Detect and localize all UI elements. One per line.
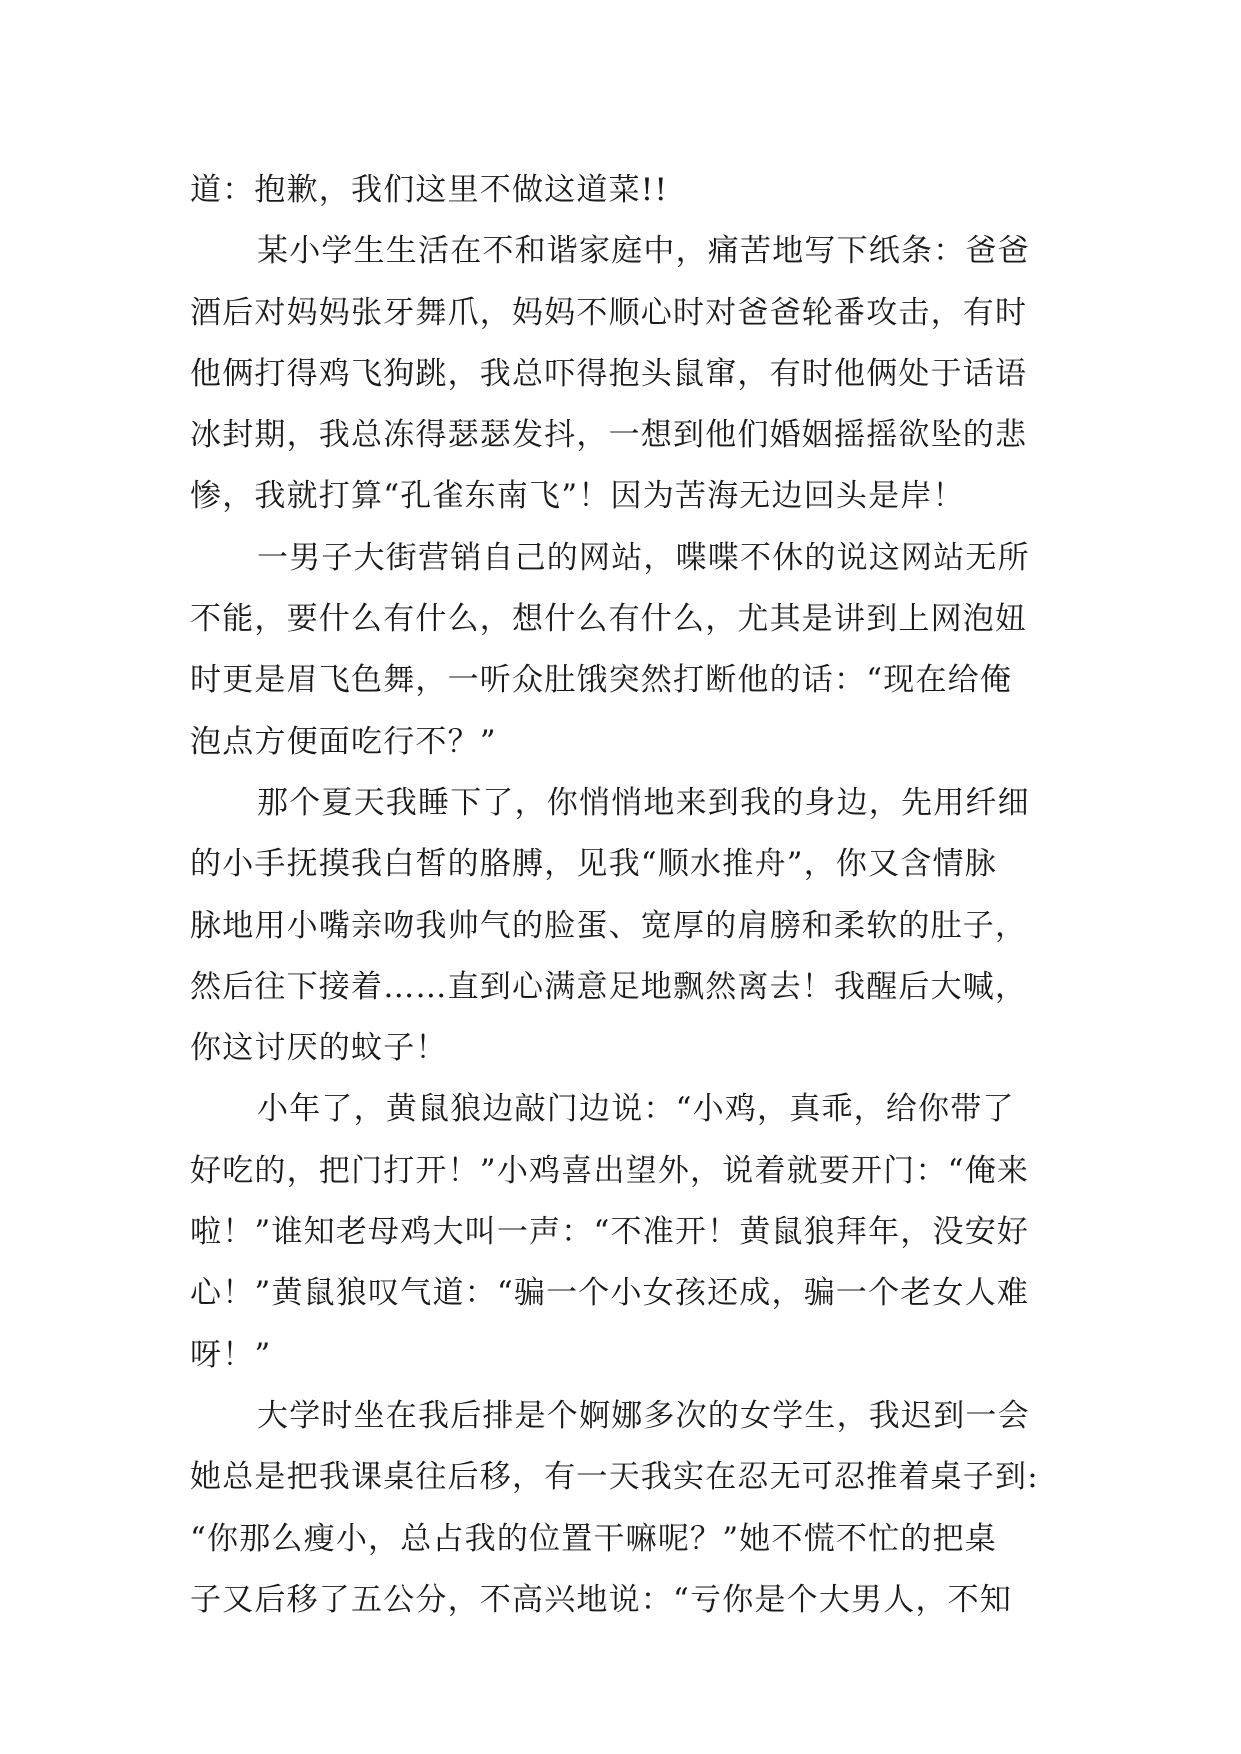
text-line: 冰封期，我总冻得瑟瑟发抖，一想到他们婚姻摇摇欲坠的悲 <box>190 417 1028 454</box>
text-line: 的小手抚摸我白皙的胳膊，见我“顺水推舟”，你又含情脉 <box>190 846 997 883</box>
text-line: 你这讨厌的蚊子！ <box>190 1030 448 1067</box>
text-line: 他俩打得鸡飞狗跳，我总吓得抱头鼠窜，有时他俩处于话语 <box>190 355 1028 392</box>
text-line: 泡点方便面吃行不？” <box>190 723 497 760</box>
text-line: 道：抱歉，我们这里不做这道菜!! <box>190 172 669 208</box>
body-text <box>190 160 1060 1631</box>
text-line: “你那么瘦小，总占我的位置干嘛呢？”她不慌不忙的把桌 <box>190 1520 997 1557</box>
text-line: 然后往下接着……直到心满意足地飘然离去！我醒后大喊， <box>190 968 1028 1005</box>
text-line: 时更是眉飞色舞，一听众肚饿突然打断他的话：“现在给俺 <box>190 662 1013 699</box>
text-line: 酒后对妈妈张牙舞爪，妈妈不顺心时对爸爸轮番攻击，有时 <box>190 294 1028 331</box>
text-line: 她总是把我课桌往后移，有一天我实在忍无可忍推着桌子到: <box>190 1459 1039 1496</box>
text-line: 呀！” <box>190 1336 272 1373</box>
paragraph-first-line: 一男子大街营销自己的网站，喋喋不休的说这网站无所 <box>257 539 1030 576</box>
text-line: 子又后移了五公分，不高兴地说：“亏你是个大男人，不知 <box>190 1581 1013 1618</box>
paragraph-first-line: 小年了，黄鼠狼边敲门边说：“小鸡，真乖，给你带了 <box>257 1091 1015 1128</box>
text-line: 脉地用小嘴亲吻我帅气的脸蛋、宽厚的肩膀和柔软的肚子， <box>190 907 1028 944</box>
paragraph-first-line: 大学时坐在我后排是个婀娜多次的女学生，我迟到一会 <box>257 1397 1030 1434</box>
text-line: 好吃的，把门打开！”小鸡喜出望外，说着就要开门：“俺来 <box>190 1152 1030 1189</box>
text-line: 不能，要什么有什么，想什么有什么，尤其是讲到上网泡妞 <box>190 601 1028 638</box>
paragraph-first-line: 那个夏天我睡下了，你悄悄地来到我的身边，先用纤细 <box>257 784 1030 821</box>
text-line: 啦！”谁知老母鸡大叫一声：“不准开！黄鼠狼拜年，没安好 <box>190 1214 1030 1251</box>
text-line: 心！”黄鼠狼叹气道：“骗一个小女孩还成，骗一个老女人难 <box>190 1275 1030 1312</box>
text-line: 惨，我就打算“孔雀东南飞”！因为苦海无边回头是岸！ <box>190 478 965 515</box>
paragraph-first-line: 某小学生生活在不和谐家庭中，痛苦地写下纸条：爸爸 <box>257 233 1030 270</box>
